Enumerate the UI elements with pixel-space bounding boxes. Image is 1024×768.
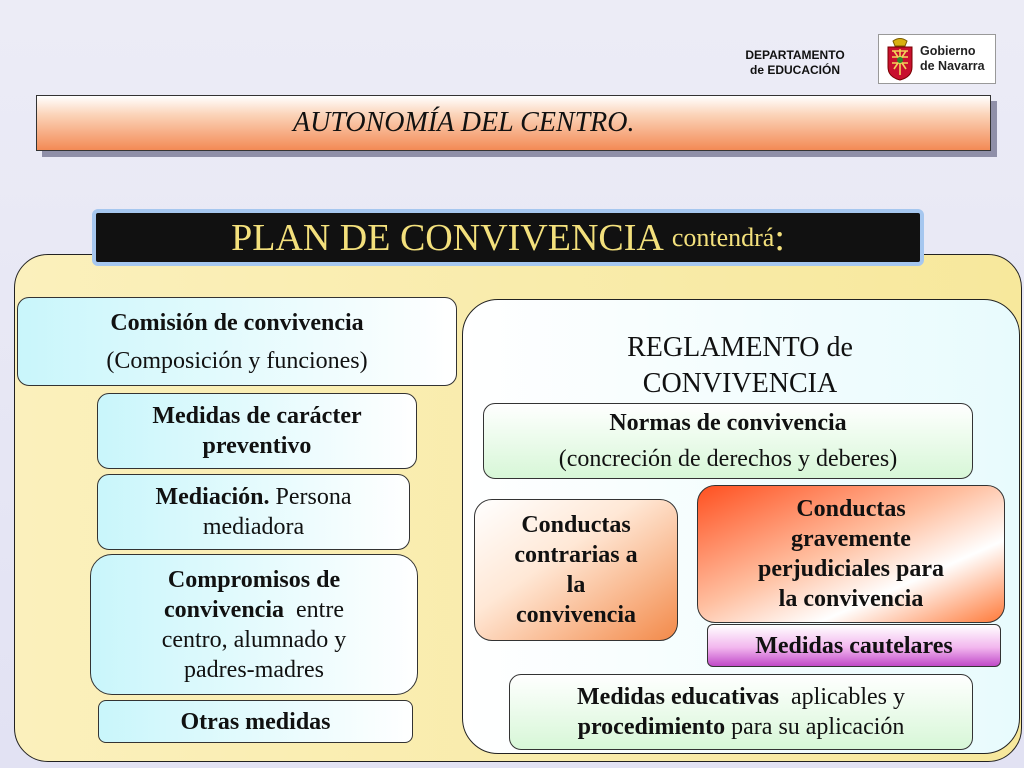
compromisos-line-2: convivencia — [164, 596, 285, 623]
compromisos-entre: entre — [296, 596, 344, 623]
comision-title: Comisión de convivencia — [110, 309, 364, 336]
gov-line-2: de Navarra — [920, 59, 985, 73]
contrarias-line-2: contrarias a — [514, 542, 638, 568]
graves-line-1: Conductas — [796, 496, 906, 522]
gobierno-navarra-logo — [878, 34, 996, 84]
navarra-coat-of-arms-icon — [885, 37, 915, 81]
compromisos-line-1: Compromisos de — [167, 566, 341, 593]
comision-box — [17, 297, 457, 386]
department-label — [725, 48, 865, 78]
mediacion-box — [97, 474, 410, 550]
normas-box — [483, 403, 973, 479]
reglamento-title — [560, 330, 920, 402]
contrarias-box — [474, 499, 678, 641]
page-title: AUTONOMÍA DEL CENTRO. — [293, 107, 635, 138]
gobierno-label — [920, 44, 985, 74]
educativas-rest-1: aplicables y — [791, 684, 905, 710]
gov-line-1: Gobierno — [920, 44, 976, 58]
contrarias-line-1: Conductas — [521, 512, 631, 538]
compromisos-line-3: centro, alumnado y — [161, 626, 347, 653]
mediacion-rest-1: Persona — [275, 484, 352, 510]
plan-title: PLAN DE CONVIVENCIA — [231, 216, 664, 259]
contrarias-line-3: la — [566, 572, 586, 598]
mediacion-title: Mediación. — [155, 484, 270, 510]
mediacion-rest-2: mediadora — [202, 514, 305, 540]
cautelares-label: Medidas cautelares — [755, 632, 953, 659]
contrarias-line-4: convivencia — [516, 602, 636, 628]
plan-suffix: contendrá — [671, 222, 775, 252]
dept-line-1: DEPARTAMENTO — [745, 48, 845, 62]
educativas-rest-2: para su aplicación — [731, 714, 905, 740]
dept-line-2: de EDUCACIÓN — [749, 63, 840, 77]
graves-box — [697, 485, 1005, 623]
graves-line-4: la convivencia — [778, 586, 924, 612]
compromisos-box — [90, 554, 418, 695]
educativas-title: Medidas educativas — [577, 684, 780, 710]
title-bar — [36, 95, 991, 151]
compromisos-line-4: padres-madres — [184, 656, 324, 683]
preventivo-line-1: Medidas de carácter — [152, 403, 362, 429]
preventivo-line-2: preventivo — [202, 433, 312, 459]
otras-medidas: Otras medidas — [180, 708, 331, 735]
plan-colon: : — [774, 216, 785, 259]
graves-line-2: gravemente — [791, 526, 911, 552]
reglamento-title-line-1: REGLAMENTO de — [627, 332, 853, 363]
educativas-box — [509, 674, 973, 750]
plan-banner — [92, 209, 924, 266]
otras-box — [98, 700, 413, 743]
normas-detail: (concreción de derechos y deberes) — [558, 446, 898, 472]
cautelares-box — [707, 624, 1001, 667]
educativas-procedimiento: procedimiento — [577, 714, 726, 740]
reglamento-title-line-2: CONVIVENCIA — [642, 368, 838, 399]
preventivo-box — [97, 393, 417, 469]
graves-line-3: perjudiciales para — [758, 556, 944, 582]
normas-title: Normas de convivencia — [609, 410, 847, 436]
comision-detail: (Composición y funciones) — [106, 347, 368, 374]
